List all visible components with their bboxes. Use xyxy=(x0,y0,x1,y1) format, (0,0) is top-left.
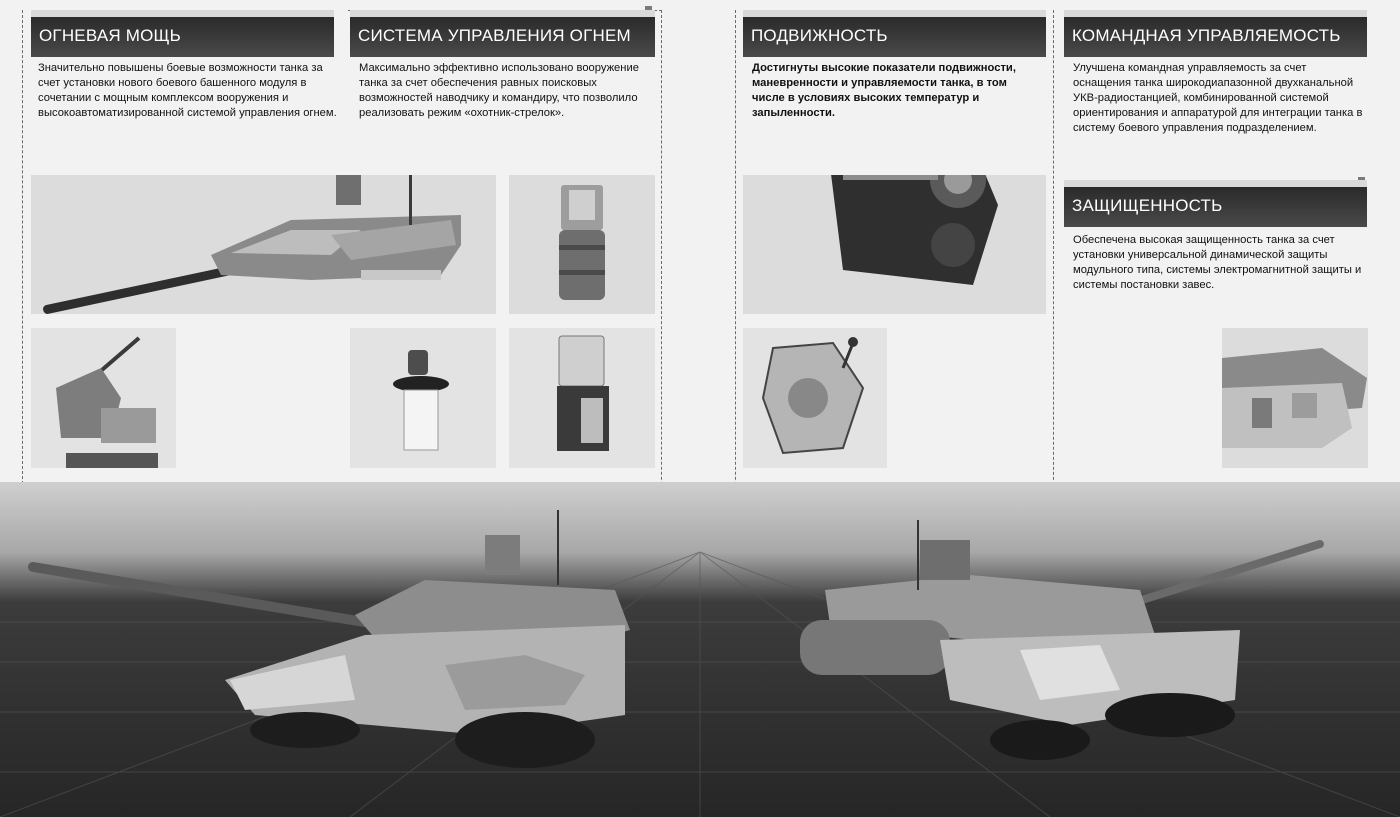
engine-photo xyxy=(743,175,1046,314)
tank-rear-view-icon xyxy=(770,520,1330,770)
gunner-sight-icon xyxy=(350,328,496,468)
command-description: Улучшена командная управляемость за счет оснащения танка широкодиапазонной двухканальной УКВ-радиостанцией, комбинированной системой ориентирования и аппаратурой для интеграции танка в систему боевого управления подразделением. xyxy=(1073,62,1363,134)
tank-front-view-icon xyxy=(25,505,635,780)
armor-photo xyxy=(1222,328,1368,468)
transmission-photo xyxy=(743,328,887,468)
tank-turret-icon xyxy=(31,175,496,314)
firepower-description: Значительно повышены боевые возможности танка за счет установки нового боевого башенного модуля в сочетании с мощным комплексом вооружения и высокоавтоматизированной системой управления огнем. xyxy=(38,62,337,119)
mobility-description: Достигнуты высокие показатели подвижности, маневренности и управляемости танка, в том числе в условиях высоких температур и запыленности. xyxy=(752,62,1016,119)
commander-sight-icon xyxy=(509,328,655,468)
fire-control-description: Максимально эффективно использовано вооружение танка за счет обеспечения равных поисковых возможностей наводчику и командиру, что позволило реализовать режим «охотник-стрелок». xyxy=(359,62,639,119)
firepower-header: ОГНЕВАЯ МОЩЬ xyxy=(31,17,334,57)
fire-control-header: СИСТЕМА УПРАВЛЕНИЯ ОГНЕМ xyxy=(350,17,655,57)
protection-description: Обеспечена высокая защищенность танка за счет установки универсальной динамической защиты модульного типа, системы электромагнитной защиты и системы постановки завес. xyxy=(1073,234,1362,291)
remote-weapon-station-icon xyxy=(31,328,176,468)
command-header: КОМАНДНАЯ УПРАВЛЯЕМОСТЬ xyxy=(1064,17,1367,57)
protection-header: ЗАЩИЩЕННОСТЬ xyxy=(1064,187,1367,227)
remote-weapon-photo xyxy=(31,328,176,468)
periscope-photo xyxy=(509,175,655,314)
periscope-icon xyxy=(509,175,655,314)
engine-icon xyxy=(743,175,1046,314)
armor-module-icon xyxy=(1222,328,1368,468)
gunner-sight-photo xyxy=(350,328,496,468)
mobility-frame xyxy=(735,10,736,530)
mobility-header: ПОДВИЖНОСТЬ xyxy=(743,17,1046,57)
transmission-icon xyxy=(743,328,887,468)
turret-tank-photo xyxy=(31,175,496,314)
commander-sight-photo xyxy=(509,328,655,468)
